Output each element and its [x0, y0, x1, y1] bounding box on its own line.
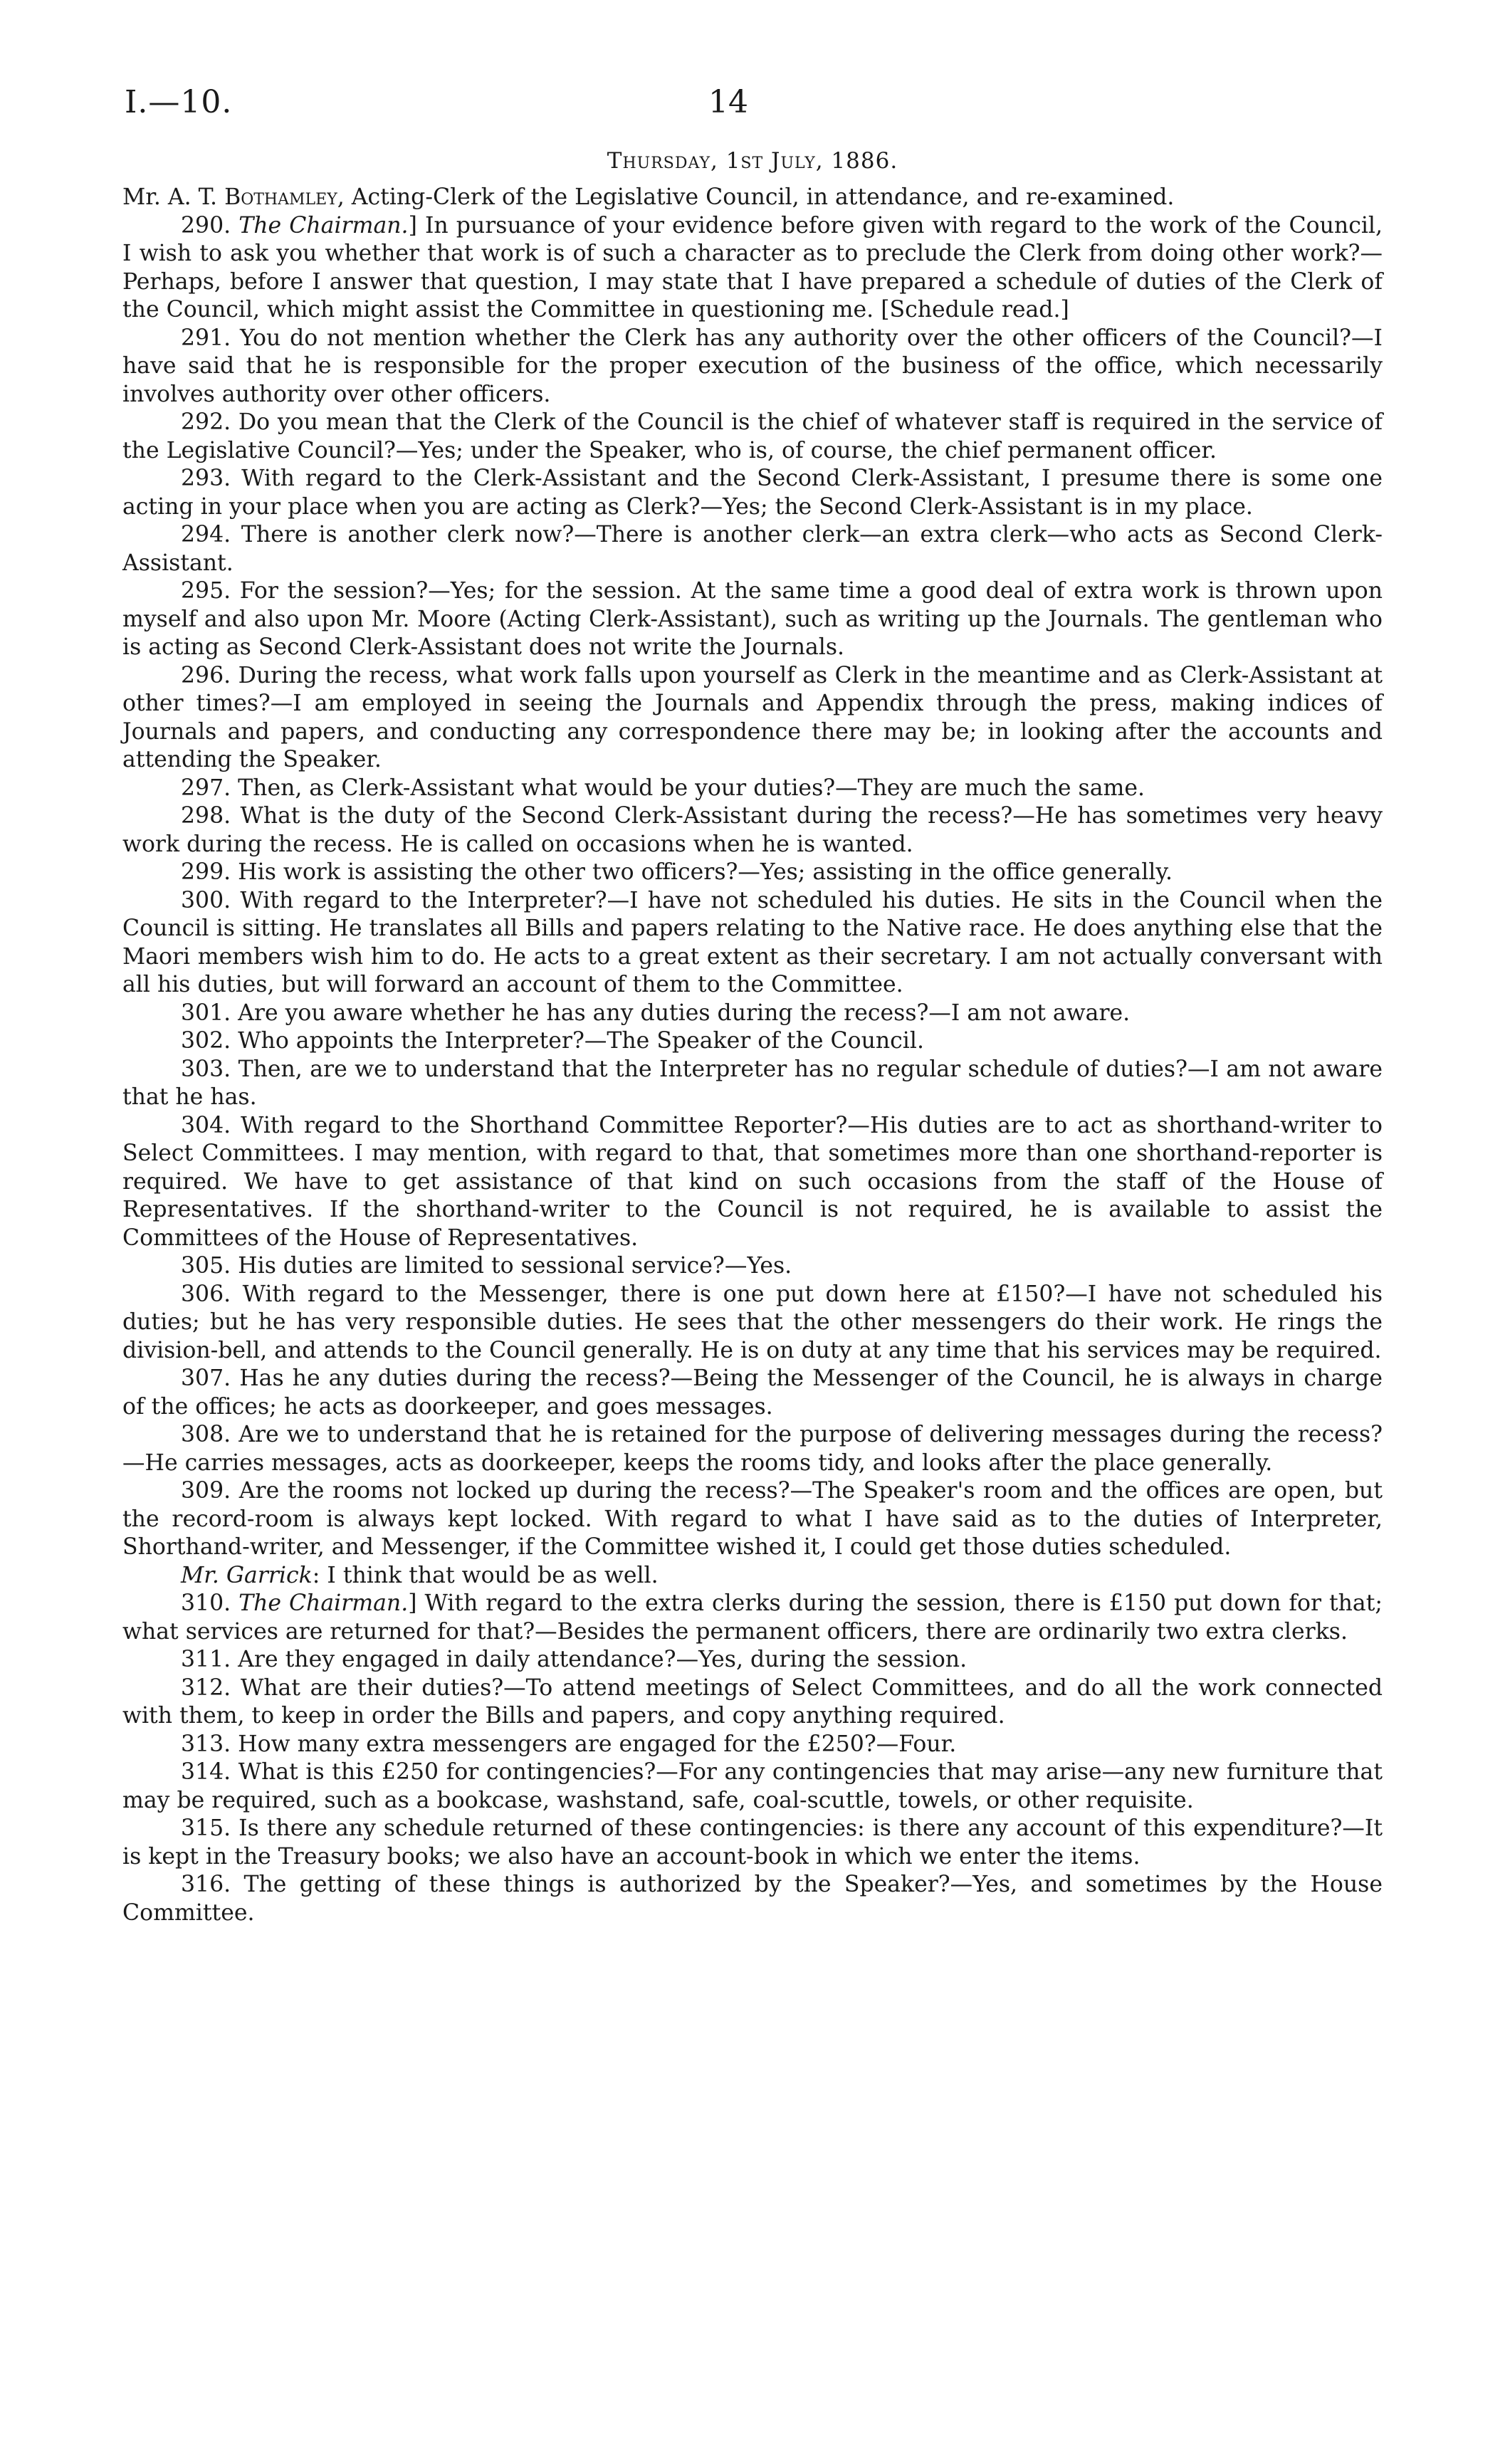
date-heading: Thursday, 1st July, 1886.: [607, 148, 898, 174]
paragraph-text: What is this £250 for contingencies?—For any contingencies that may arise—any new furniture that may be required, such as a bookcase, washstand, safe, coal-scuttle, towels, or other requisite.: [122, 1759, 1383, 1813]
evidence-paragraph: [122, 1562, 1383, 1590]
evidence-paragraph: [122, 887, 1383, 1000]
evidence-paragraph: [122, 1590, 1383, 1646]
question-number: 306.: [181, 1281, 243, 1307]
evidence-paragraph: [122, 775, 1383, 803]
witness-name: Bothamley: [224, 184, 337, 210]
paragraph-text: The getting of these things is authorized by the Speaker?—Yes, and sometimes by the House Committee.: [122, 1872, 1383, 1926]
paragraph-text: Are the rooms not locked up during the recess?—The Speaker's room and the offices are open, but the record-room is always kept locked. With regard to what I have said as to the duties of Interpreter, Shorthand-writer, and Messenger, if the Committee wished it, I could get those duties scheduled.: [122, 1478, 1383, 1560]
paragraph-text: With regard to the Shorthand Committee Reporter?—His duties are to act as shorthand-writer to Select Committees. I may mention, with regard to that, that sometimes more than one shorthand-reporter is required. We have to get assistance of that kind on such occasions from the staff of the House of Representatives. If the shorthand-writer to the Council is not required, he is available to assist the Committees of the House of Representatives.: [122, 1112, 1383, 1251]
paragraph-text: Are they engaged in daily attendance?—Yes, during the session.: [238, 1647, 968, 1672]
evidence-paragraph: [122, 1731, 1383, 1759]
question-number: 293.: [181, 466, 242, 491]
evidence-paragraph: [122, 802, 1383, 859]
speaker-name: Mr. Garrick: [181, 1562, 313, 1588]
paragraph-text: For the session?—Yes; for the session. At the same time a good deal of extra work is thrown upon myself and also upon Mr. Moore (Acting Clerk-Assistant), such as writing up the Journals. The gentleman who is acting as Second Clerk-Assistant does not write the Journals.: [122, 578, 1383, 660]
question-number: 309.: [181, 1478, 239, 1504]
evidence-paragraph: [122, 1421, 1383, 1477]
paragraph-text: During the recess, what work falls upon yourself as Clerk in the meantime and as Clerk-Assistant at other times?—I am employed in seeing the Journals and Appendix through the press, making indices of Journals and papers, and conducting any correspondence there may be; in looking after the accounts and attending the Speaker.: [122, 662, 1383, 772]
paragraph-text: His duties are limited to sessional service?—Yes.: [238, 1253, 792, 1279]
paragraph-text: ] In pursuance of your evidence before given with regard to the work of the Council, I wish to ask you whether that work is of such a character as to preclude the Clerk from doing other work?—Perhaps, before I answer that question, I may state that I have prepared a schedule of duties of the Clerk of the Council, which might assist the Committee in questioning me. [Schedule read.]: [122, 212, 1383, 323]
paragraph-text: Is there any schedule returned of these contingencies: is there any account of this expenditure?—It is kept in the Treasury books; we also have an account-book in which we enter the items.: [122, 1815, 1383, 1870]
evidence-paragraph: [122, 1477, 1383, 1562]
question-number: 315.: [181, 1815, 239, 1841]
intro-rest: , Acting-Clerk of the Legislative Council, in attendance, and re-examined.: [337, 184, 1175, 210]
question-number: 311.: [181, 1647, 238, 1672]
page-header: [125, 84, 1373, 127]
question-number: 316.: [181, 1872, 244, 1897]
evidence-paragraph: [122, 465, 1383, 521]
paragraph-text: Then, as Clerk-Assistant what would be your duties?—They are much the same.: [238, 775, 1145, 801]
paragraph-text: With regard to the Interpreter?—I have not scheduled his duties. He sits in the Council when the Council is sitting. He translates all Bills and papers relating to the Native race. He does anything else that the Maori members wish him to do. He acts to a great extent as their secretary. I am not actually conversant with all his duties, but will forward an account of them to the Committee.: [122, 887, 1383, 997]
paragraph-text: ] With regard to the extra clerks during the session, there is £150 put down for that; what services are returned for that?—Besides the permanent officers, there are ordinarily two extra clerks.: [122, 1590, 1383, 1645]
evidence-paragraph: [122, 1000, 1383, 1028]
evidence-paragraph: [122, 409, 1383, 465]
evidence-paragraph: [122, 1112, 1383, 1253]
paragraph-text: Are you aware whether he has any duties during the recess?—I am not aware.: [238, 1000, 1131, 1026]
question-number: 312.: [181, 1674, 241, 1701]
paragraph-text: His work is assisting the other two officers?—Yes; assisting in the office generally.: [238, 859, 1173, 885]
question-number: 305.: [181, 1253, 238, 1279]
evidence-paragraph: [122, 1281, 1383, 1365]
paragraph-text: Who appoints the Interpreter?—The Speaker of the Council.: [238, 1028, 924, 1054]
question-number: 298.: [181, 803, 241, 829]
evidence-paragraph: [122, 1056, 1383, 1112]
question-number: 304.: [181, 1112, 241, 1138]
page-number: 14: [708, 84, 748, 120]
question-answer-list: [122, 212, 1383, 1928]
paragraph-text: There is another clerk now?—There is another clerk—an extra clerk—who acts as Second Clerk-Assistant.: [122, 522, 1383, 576]
question-number: 297.: [181, 775, 238, 801]
question-number: 295.: [181, 578, 240, 604]
paragraph-text: How many extra messengers are engaged for the £250?—Four.: [238, 1731, 957, 1757]
evidence-paragraph: [122, 662, 1383, 775]
question-number: 296.: [181, 662, 238, 688]
paragraph-text: Then, are we to understand that the Interpreter has no regular schedule of duties?—I am not aware that he has.: [122, 1056, 1383, 1110]
evidence-paragraph: [122, 521, 1383, 577]
speaker-name: The Chairman.: [238, 212, 409, 238]
question-number: 300.: [181, 887, 241, 913]
question-number: 314.: [181, 1759, 238, 1785]
evidence-paragraph: [122, 1758, 1383, 1815]
evidence-paragraph: [122, 325, 1383, 409]
paragraph-text: What are their duties?—To attend meetings of Select Committees, and do all the work connected with them, to keep in order the Bills and papers, and copy anything required.: [122, 1674, 1383, 1729]
paragraph-text: Has he any duties during the recess?—Being the Messenger of the Council, he is always in charge of the offices; he acts as doorkeeper, and goes messages.: [122, 1365, 1383, 1420]
paragraph-text: With regard to the Clerk-Assistant and the Second Clerk-Assistant, I presume there is some one acting in your place when you are acting as Clerk?—Yes; the Second Clerk-Assistant is in my place.: [122, 466, 1383, 520]
question-number: 307.: [181, 1365, 240, 1391]
paragraph-text: With regard to the Messenger, there is one put down here at £150?—I have not scheduled his duties; but he has very responsible duties. He sees that the other messengers do their work. He rings the division-bell, and attends to the Council generally. He is on duty at any time that his services may be required.: [122, 1281, 1383, 1363]
question-number: 291.: [181, 325, 240, 351]
evidence-paragraph: [122, 212, 1383, 325]
witness-intro: [122, 184, 1383, 212]
speaker-name: The Chairman.: [238, 1590, 409, 1616]
evidence-paragraph: [122, 1674, 1383, 1731]
evidence-body: [122, 184, 1383, 1927]
paragraph-text: You do not mention whether the Clerk has any authority over the other officers of the Council?—I have said that he is responsible for the proper execution of the business of the office, which necessarily involves authority over other officers.: [122, 325, 1383, 407]
intro-prefix: Mr. A. T.: [122, 184, 225, 210]
paragraph-text: : I think that would be as well.: [312, 1562, 659, 1588]
question-number: 303.: [181, 1056, 238, 1082]
question-number: 308.: [181, 1422, 239, 1447]
evidence-paragraph: [122, 1815, 1383, 1871]
question-number: 313.: [181, 1731, 238, 1757]
paragraph-text: What is the duty of the Second Clerk-Assistant during the recess?—He has sometimes very heavy work during the recess. He is called on occasions when he is wanted.: [122, 803, 1383, 857]
paragraph-text: Do you mean that the Clerk of the Council is the chief of whatever staff is required in the service of the Legislative Council?—Yes; under the Speaker, who is, of course, the chief permanent officer.: [122, 409, 1383, 463]
question-number: 299.: [181, 859, 238, 885]
evidence-paragraph: [122, 1646, 1383, 1674]
question-number: 290.: [181, 212, 239, 238]
evidence-paragraph: [122, 1365, 1383, 1421]
question-number: 294.: [181, 522, 241, 547]
question-number: 302.: [181, 1028, 238, 1054]
question-number: 292.: [181, 409, 238, 435]
evidence-paragraph: [122, 577, 1383, 662]
evidence-paragraph: [122, 859, 1383, 887]
page-code: I.—10.: [125, 84, 233, 120]
question-number: 301.: [181, 1000, 238, 1026]
question-number: 310.: [181, 1590, 239, 1616]
paragraph-text: Are we to understand that he is retained for the purpose of delivering messages during the recess?—He carries messages, acts as doorkeeper, keeps the rooms tidy, and looks after the place generally.: [122, 1422, 1383, 1476]
evidence-paragraph: [122, 1027, 1383, 1056]
evidence-paragraph: [122, 1252, 1383, 1281]
evidence-paragraph: [122, 1871, 1383, 1927]
